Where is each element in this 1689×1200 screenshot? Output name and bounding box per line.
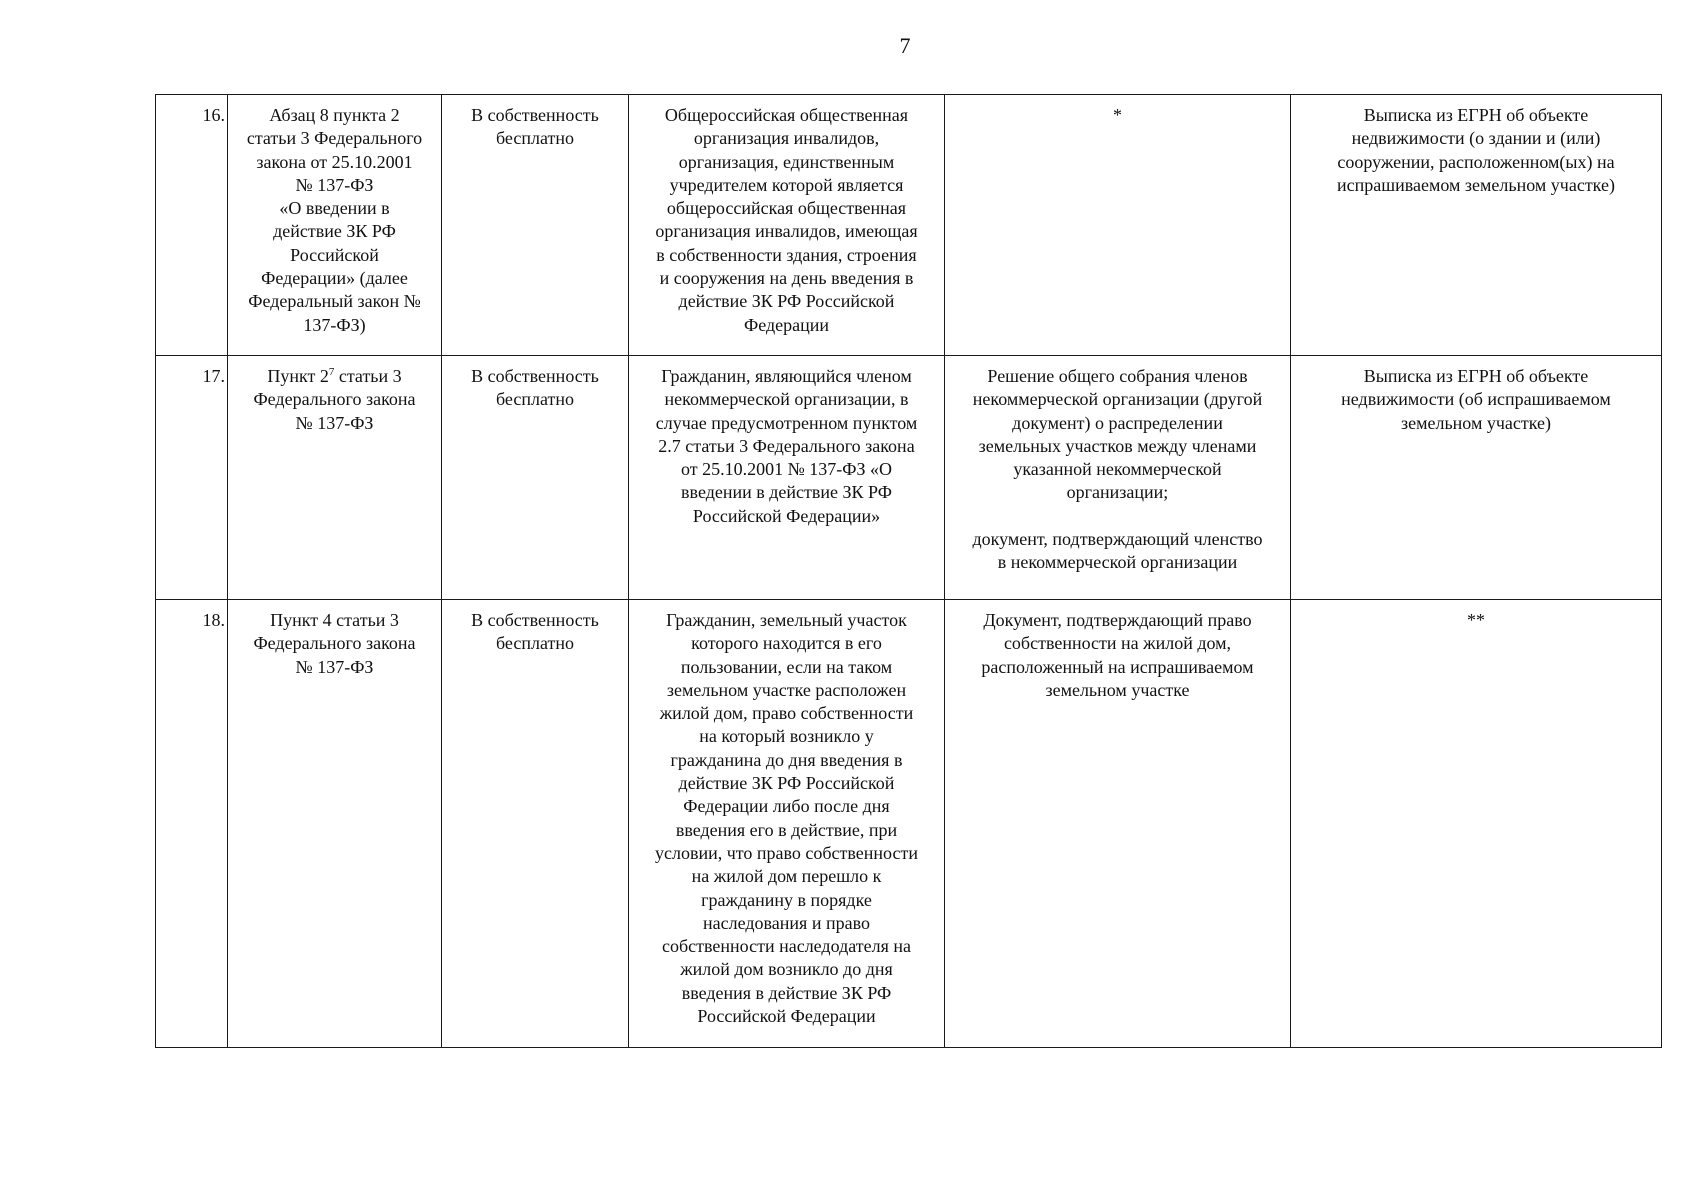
text-line: Решение общего собрания членов: [987, 366, 1248, 386]
text-line: **: [1467, 610, 1485, 630]
applicant-cell: [629, 95, 945, 356]
provision-type-cell: [442, 600, 629, 1048]
text-line: учредителем которой является: [669, 174, 904, 195]
text-line: № 137-ФЗ: [295, 412, 374, 433]
text-line: на жилой дом перешло к: [691, 866, 882, 887]
table-row: [156, 356, 1662, 600]
text-line: Общероссийская общественная: [664, 105, 909, 125]
text-line: Российской Федерации»: [692, 505, 881, 526]
text-line: организация, единственным: [678, 151, 895, 172]
text-line: В собственность: [471, 610, 599, 630]
text-line: собственности на жилой дом,: [1003, 633, 1232, 654]
text-line: введения его в действие, при: [675, 819, 898, 840]
text-line: собственности наследодателя на: [662, 936, 911, 957]
text-line: Российской: [290, 244, 379, 265]
text-line: организация инвалидов,: [693, 128, 880, 149]
text-line: в собственности здания, строения: [656, 244, 917, 265]
text-line: Документ, подтверждающий право: [983, 610, 1252, 630]
legal-basis-cell: [228, 356, 442, 600]
text-line: Федеральный закон №: [248, 291, 421, 312]
text-line: гражданина до дня введения в: [670, 749, 903, 770]
text-line: документ) о распределении: [1012, 412, 1223, 433]
text-line: Российской Федерации: [697, 1006, 876, 1027]
legal-basis-first-line: Пункт $2^7$ статьи 3: [267, 366, 402, 386]
text-line: Гражданин, земельный участок: [666, 610, 907, 630]
text-line: закона от 25.10.2001: [256, 151, 413, 172]
text-line: Федерации» (далее: [261, 268, 408, 289]
text-line: введения в действие ЗК РФ: [681, 982, 892, 1003]
applicant-cell: [629, 600, 945, 1048]
row-number: 17.: [156, 356, 228, 600]
provision-type-cell: [442, 95, 629, 356]
text-line: бесплатно: [496, 128, 574, 149]
page-number: 7: [899, 33, 911, 58]
text-line: земельных участков между членами: [978, 435, 1257, 456]
text-line: гражданину в порядке: [701, 889, 872, 910]
egrn-extract-cell: [1291, 95, 1662, 356]
text-line: на который возникло у: [699, 726, 874, 747]
text-line: действие ЗК РФ Российской: [678, 291, 895, 312]
table-row: [156, 95, 1662, 356]
text-line: некоммерческой организации (другой: [972, 389, 1263, 410]
text-line: введении в действие ЗК РФ: [681, 482, 892, 503]
text-line: земельном участке расположен: [666, 679, 907, 700]
text-line: жилой дом, право собственности: [659, 703, 914, 724]
text-line: 2.7 статьи 3 Федерального закона: [658, 435, 915, 456]
text-line: в некоммерческой организации: [997, 552, 1238, 573]
documents-cell: [945, 356, 1291, 600]
text-line: сооружении, расположенном(ых) на: [1337, 151, 1615, 172]
applicant-cell: [629, 356, 945, 600]
text-line: № 137-ФЗ: [295, 656, 374, 677]
legal-basis-cell: [228, 600, 442, 1048]
documents-cell: [945, 600, 1291, 1048]
text-line: В собственность: [471, 366, 599, 386]
text-line: статьи 3 Федерального: [246, 128, 423, 149]
text-line: Выписка из ЕГРН об объекте: [1363, 105, 1589, 125]
text-line: испрашиваемом земельном участке): [1337, 174, 1615, 195]
text-line: и сооружения на день введения в: [659, 268, 914, 289]
text-line: жилой дом возникло до дня: [680, 959, 893, 980]
text-line: случае предусмотренном пунктом: [655, 412, 918, 433]
text-line: общероссийская общественная: [666, 198, 907, 219]
superscript: 7: [328, 366, 335, 378]
text-line: «О введении в: [279, 198, 390, 219]
text-line: бесплатно: [496, 389, 574, 410]
text-line: *: [1113, 105, 1122, 125]
text-line: пользовании, если на таком: [680, 656, 893, 677]
text-line: Федерации: [743, 314, 829, 335]
legal-basis-cell: [228, 95, 442, 356]
text-line: организация инвалидов, имеющая: [655, 221, 918, 242]
text-line: документ, подтверждающий членство: [972, 528, 1263, 549]
text-line: указанной некоммерческой: [1013, 459, 1222, 480]
text-line: № 137-ФЗ: [295, 174, 374, 195]
text-line: Федерального закона: [253, 389, 416, 410]
text-line: Федерации либо после дня: [683, 796, 890, 817]
land-rights-table: [155, 94, 1662, 1048]
egrn-extract-cell: [1291, 600, 1662, 1048]
text-line: наследования и право: [703, 912, 870, 933]
text-line: недвижимости (об испрашиваемом: [1341, 389, 1611, 410]
documents-cell: [945, 95, 1291, 356]
text-line: от 25.10.2001 № 137-ФЗ «О: [680, 459, 893, 480]
text-line: действие ЗК РФ Российской: [678, 773, 895, 794]
text-line: Выписка из ЕГРН об объекте: [1363, 366, 1589, 386]
provision-type-cell: [442, 356, 629, 600]
text-line: Пункт 4 статьи 3: [270, 610, 399, 630]
text-line: Гражданин, являющийся членом: [661, 366, 912, 386]
row-number: 18.: [156, 600, 228, 1048]
text-line: Абзац 8 пункта 2: [269, 105, 400, 125]
text-line: В собственность: [471, 105, 599, 125]
text-line: некоммерческой организации, в: [664, 389, 909, 410]
row-number: 16.: [156, 95, 228, 356]
text-line: Федерального закона: [253, 633, 416, 654]
text-line: организации;: [1066, 482, 1169, 503]
egrn-extract-cell: [1291, 356, 1662, 600]
text-line: земельном участке: [1045, 679, 1190, 700]
text-line: которого находится в его: [691, 633, 882, 654]
text-line: действие ЗК РФ: [273, 221, 396, 242]
table-row: [156, 600, 1662, 1048]
text-line: бесплатно: [496, 633, 574, 654]
text-line: условии, что право собственности: [654, 842, 918, 863]
text-line: расположенный на испрашиваемом: [981, 656, 1254, 677]
text-line: недвижимости (о здании и (или): [1351, 128, 1601, 149]
text-line: 137-ФЗ): [303, 314, 366, 335]
text-line: земельном участке): [1400, 412, 1552, 433]
